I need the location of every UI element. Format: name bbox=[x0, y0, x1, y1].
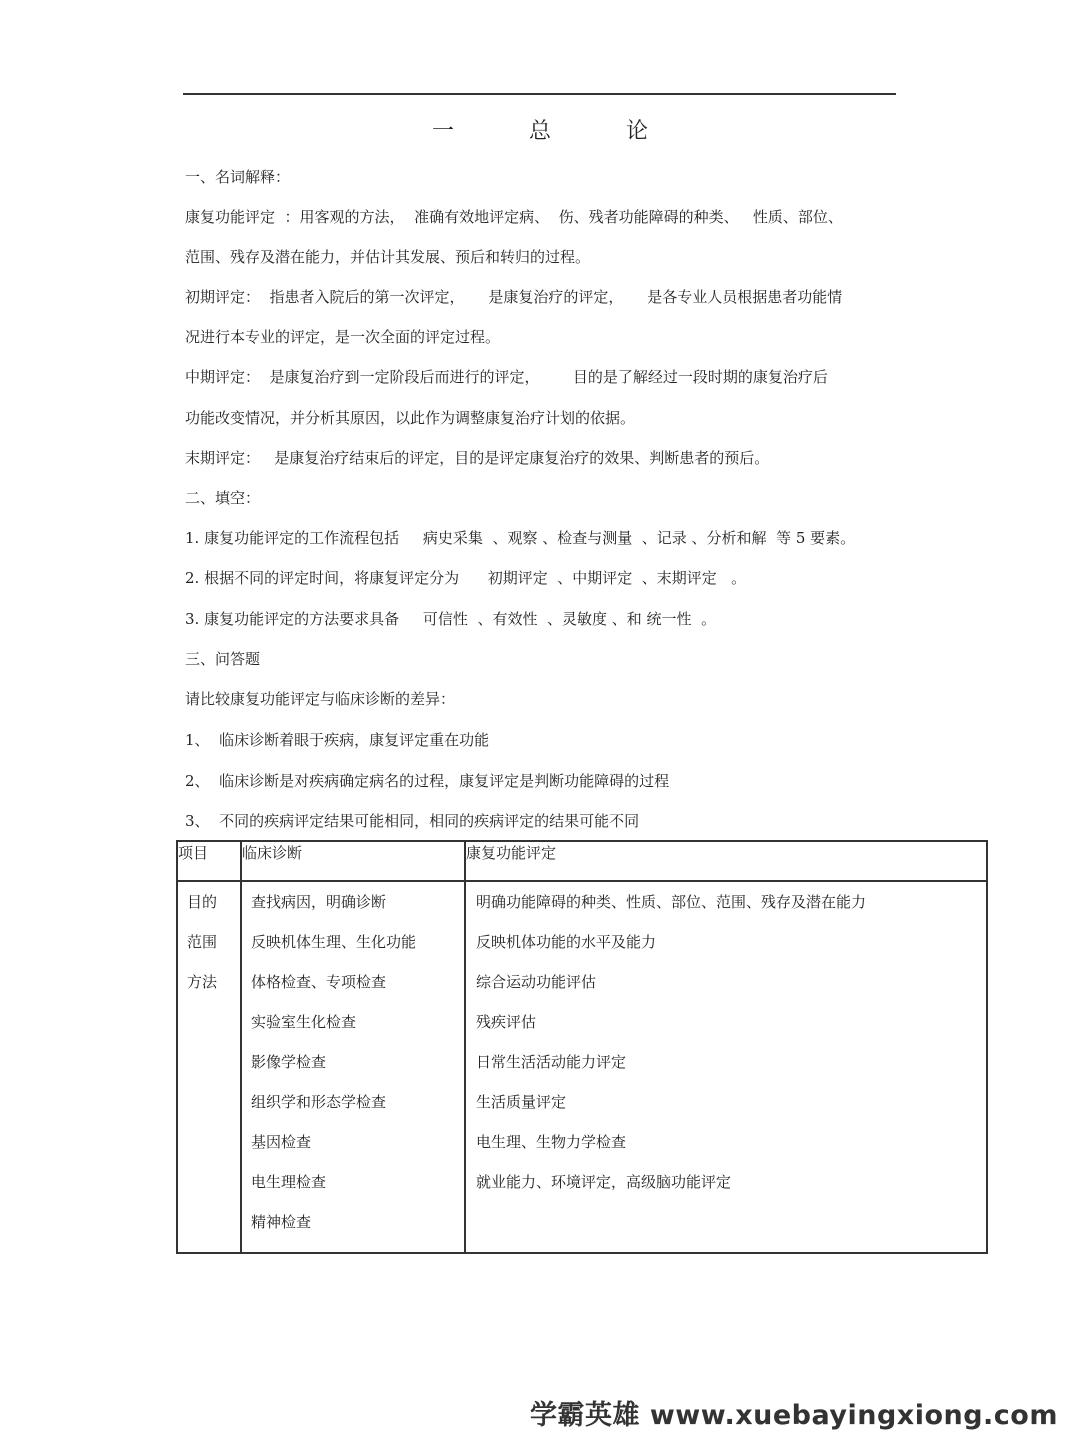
table-cell-line: 电生理检查 bbox=[251, 1173, 327, 1191]
table-header-row bbox=[177, 841, 987, 881]
page-title: 一 总 论 bbox=[432, 119, 682, 144]
term-line: 况进行本专业的评定，是一次全面的评定过程。 bbox=[185, 328, 501, 346]
term-line: 功能改变情况，并分析其原因，以此作为调整康复治疗计划的依据。 bbox=[185, 409, 636, 427]
table-cell-line: 方法 bbox=[187, 973, 218, 991]
table-cell-line: 综合运动功能评估 bbox=[476, 973, 597, 991]
table-cell-line: 体格检查、专项检查 bbox=[251, 973, 387, 991]
table-cell-line: 明确功能障碍的种类、性质、部位、范围、残存及潜在能力 bbox=[476, 893, 867, 911]
answer-item: 3、 不同的疾病评定结果可能相同，相同的疾病评定的结果可能不同 bbox=[185, 812, 640, 830]
question: 请比较康复功能评定与临床诊断的差异： bbox=[185, 690, 456, 708]
answer-item: 1、 临床诊断着眼于疾病，康复评定重在功能 bbox=[185, 731, 490, 749]
section2-heading: 二、填空： bbox=[185, 489, 261, 507]
table-cell-line: 查找病因，明确诊断 bbox=[251, 893, 387, 911]
table-body-row bbox=[177, 881, 987, 1253]
table-header-cell: 康复功能评定 bbox=[465, 841, 987, 881]
fill-item: 1. 康复功能评定的工作流程包括 病史采集 、观察 、检查与测量 、记录 、分析和解 等 5 要素。 bbox=[185, 529, 856, 547]
table-cell-line: 组织学和形态学检查 bbox=[251, 1093, 387, 1111]
table-cell-clinical bbox=[241, 881, 465, 1253]
table-cell-line: 反映机体功能的水平及能力 bbox=[476, 933, 657, 951]
table-cell-line: 范围 bbox=[187, 933, 218, 951]
table-cell-line: 基因检查 bbox=[251, 1133, 312, 1151]
section1-heading: 一、名词解释： bbox=[185, 168, 291, 186]
fill-item: 2. 根据不同的评定时间，将康复评定分为 初期评定 、中期评定 、末期评定 。 bbox=[185, 569, 747, 587]
table-cell-line: 反映机体生理、生化功能 bbox=[251, 933, 417, 951]
site-watermark: 学霸英雄 www.xuebayingxiong.com bbox=[529, 1400, 1058, 1431]
section3-heading: 三、问答题 bbox=[185, 650, 261, 668]
table-cell-line: 日常生活活动能力评定 bbox=[476, 1053, 627, 1071]
table-header-cell: 临床诊断 bbox=[241, 841, 465, 881]
table-cell-line: 精神检查 bbox=[251, 1213, 312, 1231]
table-header-cell: 项目 bbox=[177, 841, 241, 881]
table-cell-items bbox=[177, 881, 241, 1253]
term-line: 康复功能评定 ：用客观的方法， 准确有效地评定病、 伤、残者功能障碍的种类、 性质、部位、 bbox=[185, 208, 843, 226]
fill-item: 3. 康复功能评定的方法要求具备 可信性 、有效性 、灵敏度 、和 统一性 。 bbox=[185, 610, 717, 628]
term-line: 范围、残存及潜在能力，并估计其发展、预后和转归的过程。 bbox=[185, 248, 591, 266]
term-line: 中期评定： 是康复治疗到一定阶段后而进行的评定， 目的是了解经过一段时期的康复治疗后 bbox=[185, 368, 828, 386]
table-cell-line: 就业能力、环境评定，高级脑功能评定 bbox=[476, 1173, 732, 1191]
table-cell-line: 影像学检查 bbox=[251, 1053, 327, 1071]
top-rule bbox=[183, 93, 896, 95]
table-cell-line: 电生理、生物力学检查 bbox=[476, 1133, 627, 1151]
table-cell-line: 残疾评估 bbox=[476, 1013, 537, 1031]
term-line: 初期评定： 指患者入院后的第一次评定， 是康复治疗的评定， 是各专业人员根据患者功能情 bbox=[185, 288, 843, 306]
table-cell-rehab bbox=[465, 881, 987, 1253]
term-line: 末期评定： 是康复治疗结束后的评定，目的是评定康复治疗的效果、判断患者的预后。 bbox=[185, 449, 770, 467]
answer-item: 2、 临床诊断是对疾病确定病名的过程，康复评定是判断功能障碍的过程 bbox=[185, 772, 670, 790]
table-cell-line: 实验室生化检查 bbox=[251, 1013, 357, 1031]
comparison-table bbox=[176, 840, 988, 1254]
table-cell-line: 目的 bbox=[187, 893, 218, 911]
table-cell-line: 生活质量评定 bbox=[476, 1093, 567, 1111]
